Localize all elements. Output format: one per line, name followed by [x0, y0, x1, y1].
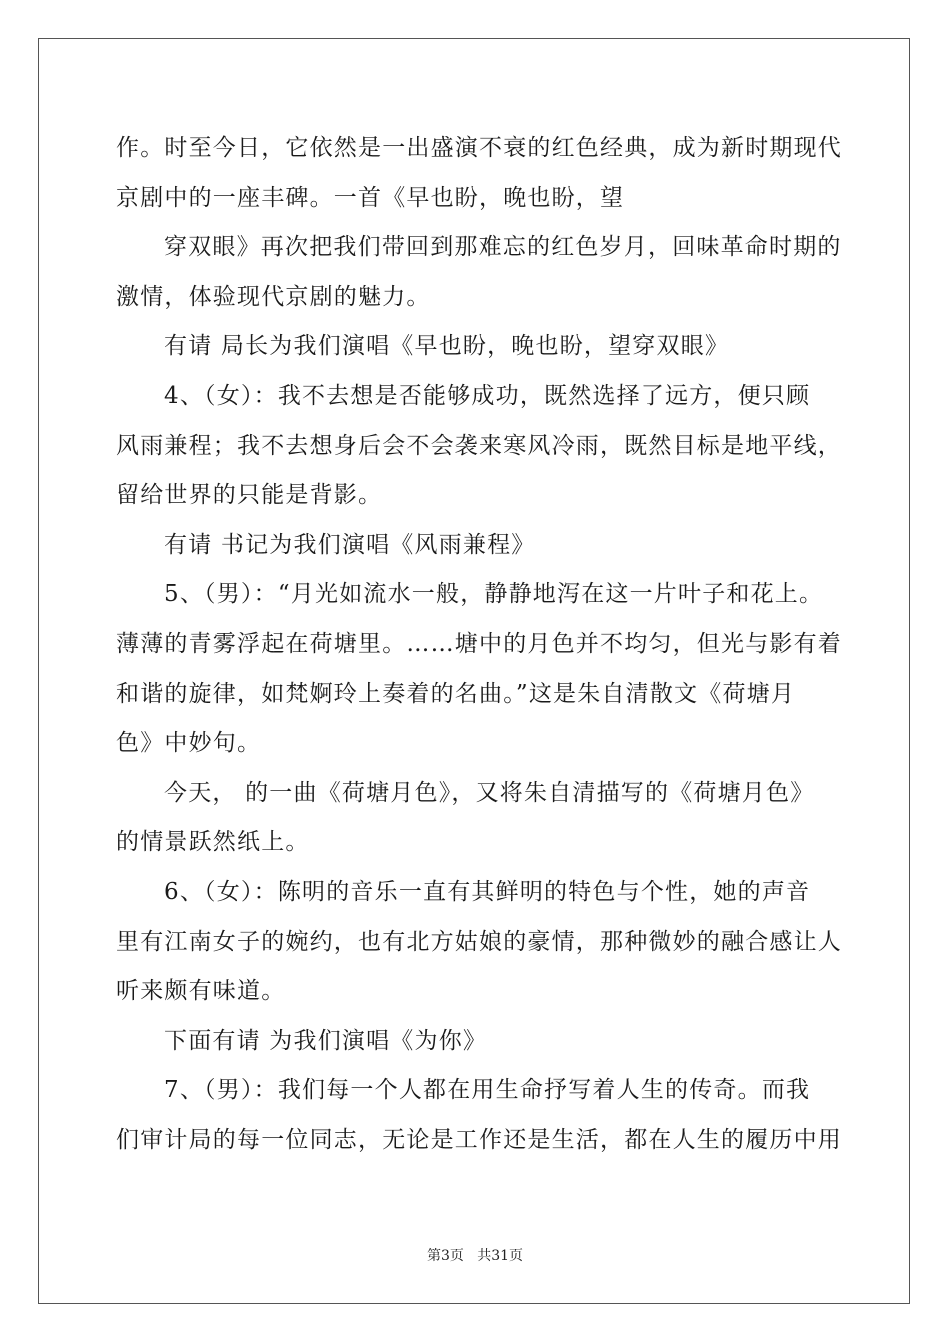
text-line-2: 京剧中的一座丰碑。一首《早也盼，晚也盼，望	[116, 184, 625, 211]
text-line-4: 激情，体验现代京剧的魅力。	[116, 283, 431, 310]
text-line-3: 穿双眼》再次把我们带回到那难忘的红色岁月，回味革命时期的	[164, 234, 842, 261]
text-line-21: 们审计局的每一位同志，无论是工作还是生活，都在人生的履历中用	[116, 1126, 842, 1153]
document-body	[116, 124, 846, 1165]
text-line-15: 的情景跃然纸上。	[116, 829, 310, 856]
text-line-9: 有请 书记为我们演唱《风雨兼程》	[164, 531, 536, 558]
text-line-6: 4、（女）：我不去想是否能够成功，既然选择了远方，便只顾	[164, 382, 811, 409]
text-line-14: 今天， 的一曲《荷塘月色》，又将朱自清描写的《荷塘月色》	[164, 779, 815, 806]
text-line-18: 听来颇有味道。	[116, 978, 286, 1005]
text-line-7: 风雨兼程；我不去想身后会不会袭来寒风冷雨，既然目标是地平线，	[116, 432, 842, 459]
text-line-17: 里有江南女子的婉约，也有北方姑娘的豪情，那种微妙的融合感让人	[116, 928, 842, 955]
text-line-12: 和谐的旋律，如梵婀玲上奏着的名曲。”这是朱自清散文《荷塘月	[116, 680, 796, 707]
text-line-20: 7、（男）：我们每一个人都在用生命抒写着人生的传奇。而我	[164, 1077, 811, 1104]
page-footer: 第3页 共31页	[426, 1248, 524, 1264]
text-line-11: 薄薄的青雾浮起在荷塘里。……塘中的月色并不均匀，但光与影有着	[116, 630, 842, 657]
text-line-5: 有请 局长为我们演唱《早也盼，晚也盼，望穿双眼》	[164, 333, 730, 360]
text-line-16: 6、（女）：陈明的音乐一直有其鲜明的特色与个性，她的声音	[164, 878, 811, 905]
text-line-13: 色》中妙句。	[116, 730, 262, 757]
text-line-19: 下面有请 为我们演唱《为你》	[164, 1027, 488, 1054]
text-line-8: 留给世界的只能是背影。	[116, 482, 383, 509]
text-line-10: 5、（男）：“月光如流水一般，静静地泻在这一片叶子和花上。	[164, 581, 824, 608]
text-line-1: 作。时至今日，它依然是一出盛演不衰的红色经典，成为新时期现代	[116, 135, 842, 161]
